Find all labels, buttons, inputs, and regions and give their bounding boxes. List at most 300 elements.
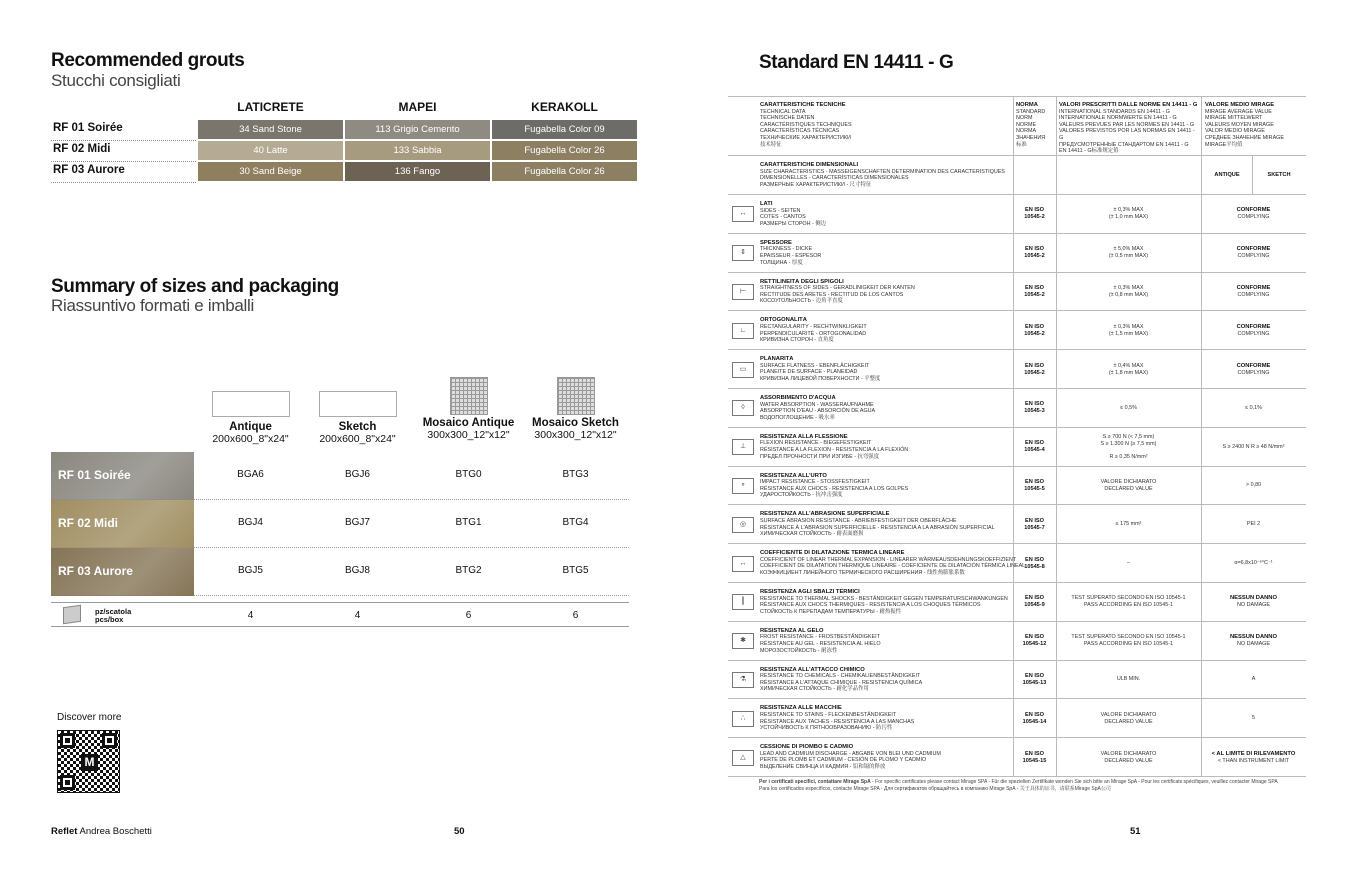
pieces-per-box: 6 <box>465 610 472 621</box>
spec-line: ВОДОПОГЛОЩЕНИЕ - 吸水率 <box>760 414 835 421</box>
spec-description <box>760 705 1040 731</box>
header-line: 标准 <box>1016 141 1027 148</box>
spec-mirage-value <box>1201 444 1306 451</box>
spec-prescribed <box>1056 207 1201 221</box>
box-label <box>95 608 131 624</box>
spec-line: ХИМИЧЕСКАЯ СТОЙКОСТЬ - 耐表面磨损 <box>760 531 864 538</box>
product-code: BTG4 <box>562 517 589 528</box>
dim-col-label: ANTIQUE <box>1214 172 1240 178</box>
header-line: VALOR MEDIO MIRAGE <box>1205 128 1265 135</box>
grout-row-label: RF 02 Midi <box>53 143 111 155</box>
dim-header-line: РАЗМЕРНЫЕ ХАРАКТЕРИСТИКИ - 尺寸特征 <box>760 181 872 188</box>
spec-description <box>760 589 1040 615</box>
spec-prescribed <box>1056 246 1201 260</box>
spec-description <box>760 550 1040 576</box>
product-code: BGJ7 <box>344 517 370 528</box>
header-line: TECHNICAL DATA <box>760 108 806 115</box>
product-name: Mosaico Sketch <box>532 417 619 429</box>
spec-norm: EN ISO 10545-14 <box>1022 711 1047 725</box>
prescribed-line: (± 1,8 mm MAX) <box>1108 369 1149 376</box>
grout-color-cell: 30 Sand Beige <box>198 162 343 181</box>
prescribed-line: (± 0,8 mm MAX) <box>1108 291 1149 298</box>
header-line: MIRAGE AVERAGE VALUE <box>1205 108 1272 115</box>
prescribed-line: ULB MIN. <box>1116 676 1141 683</box>
spec-mirage-value <box>1201 521 1306 528</box>
pieces-per-box: 4 <box>247 610 254 621</box>
header-line: 技术特征 <box>760 141 782 148</box>
product-code: BGJ8 <box>344 565 370 576</box>
header-line: VALORE MEDIO MIRAGE <box>1205 102 1275 108</box>
pack-row <box>51 452 629 500</box>
spec-mirage-value <box>1201 482 1306 489</box>
pack-row <box>51 548 629 596</box>
spec-line: КРИВИЗНА СТОРОН - 直角度 <box>760 337 834 344</box>
grout-color-cell: 34 Sand Stone <box>198 120 343 139</box>
header-col4 <box>1205 102 1305 148</box>
row-divider <box>51 182 196 183</box>
spec-line: RÉSISTANCE A L'ATTAQUE CHIMIQUE - RESISTENCIA QUÍMICA <box>760 679 923 686</box>
spec-line: PLANEITE DE SURFACE - PLANEIDAD <box>760 369 858 376</box>
spec-norm: EN ISO 10545-12 <box>1022 634 1047 648</box>
pack-row-label: RF 02 Midi <box>58 516 119 530</box>
prescribed-line: ± 0,4% MAX <box>1113 362 1144 369</box>
column-divider <box>1013 97 1014 155</box>
spec-mirage-value <box>1201 207 1306 221</box>
box-label-it: pz/scatola <box>95 607 132 616</box>
spec-norm: EN ISO 10545-2 <box>1024 323 1045 337</box>
product-code: BGA6 <box>237 469 264 480</box>
expansion-icon: ↔ <box>732 556 754 572</box>
dim-col-label: SKETCH <box>1267 172 1291 178</box>
product-code: BTG3 <box>562 469 589 480</box>
spec-line: RÉSISTANCE AUX CHOCS - RESISTENCIA A LOS GOLPES <box>760 485 909 492</box>
header-line: VALEURS PREVUES PAR LES NORMES EN 14411 - G <box>1059 121 1195 128</box>
spec-row <box>728 350 1306 389</box>
spec-norm: EN ISO 10545-2 <box>1024 284 1045 298</box>
prescribed-line: ≤ 0,5% <box>1120 404 1137 411</box>
spec-title: ASSORBIMENTO D'ACQUA <box>760 395 836 401</box>
header-line: NORMA <box>1016 128 1037 135</box>
spec-norm: EN ISO 10545-9 <box>1024 595 1045 609</box>
spec-line: STRAIGHTNESS OF SIDES - GERADLINIGKEIT DER KANTEN <box>760 285 915 292</box>
grouts-subtitle: Stucchi consigliati <box>51 71 181 90</box>
mirage-value-line: NESSUN DANNO <box>1229 595 1278 602</box>
prescribed-line: (± 0,5 mm MAX) <box>1108 253 1149 260</box>
header-line: VALORES PREVISTOS POR LAS NORMAS EN 14411 - G <box>1059 128 1195 141</box>
spec-description <box>760 628 1040 654</box>
page-number-right: 51 <box>1130 826 1141 837</box>
spec-mirage-value <box>1201 285 1306 299</box>
box-icon <box>63 605 81 625</box>
summary-title: Summary of sizes and packaging <box>51 276 339 297</box>
prescribed-line: DECLARED VALUE <box>1104 757 1153 764</box>
box-label-en: pcs/box <box>95 615 124 624</box>
spec-line: RESISTANCE TO STAINS - FLECKENBESTÄNDIGKEIT <box>760 711 897 718</box>
product-name: Sketch <box>338 421 377 433</box>
spec-line: WATER ABSORPTION - WASSERAUFNAHME <box>760 401 874 408</box>
prescribed-line: TEST SUPERATO SECONDO EN ISO 10545-1 <box>1071 634 1186 641</box>
color-swatch <box>51 452 194 500</box>
header-line: CARACTERÍSTICAS TÉCNICAS <box>760 128 840 135</box>
spec-row <box>728 273 1306 312</box>
product-header <box>523 377 628 441</box>
spec-row <box>728 234 1306 273</box>
mirage-value-line: < AL LIMITE DI RILEVAMENTO <box>1211 750 1296 757</box>
summary-subtitle: Riassuntivo formati e imballi <box>51 296 254 315</box>
header-line: VALORI PRESCRITTI DALLE NORME EN 14411 - G <box>1059 102 1198 108</box>
tile-format-icon <box>319 391 397 417</box>
product-size: 300x300_12"x12" <box>427 429 510 441</box>
product-code: BGJ5 <box>237 565 263 576</box>
spec-line: COEFFICIENT OF LINEAR THERMAL EXPANSION - LINEARER WÄRMEAUSDEHNUNGSKOEFFIZIENT <box>760 556 1017 563</box>
prescribed-line: ± 0,3% MAX <box>1113 323 1144 330</box>
spec-prescribed <box>1056 363 1201 377</box>
spec-mirage-value <box>1201 751 1306 765</box>
spec-description <box>760 667 1040 693</box>
spec-line: RÉSISTANCE AUX TACHES - RESISTENCIA A LAS MANCHAS <box>760 718 915 725</box>
column-divider <box>1056 97 1057 155</box>
note-text-2: Para los certificados específicos, contacte Mirage SPA - Для сертификатов обращайтесь в компанию Mirage SpA - 关于具体的证书，请联系Mirage SpA公司 <box>759 786 1111 792</box>
header-line: MIRAGE平均值 <box>1205 141 1243 148</box>
prescribed-line: ± 5,0% MAX <box>1113 246 1144 253</box>
spec-row <box>728 622 1306 661</box>
header-col1 <box>760 102 1010 148</box>
product-code: BGJ6 <box>344 469 370 480</box>
spec-line: EPAISSEUR - ESPESOR <box>760 252 822 259</box>
spec-norm: EN ISO 10545-8 <box>1024 556 1045 570</box>
product-header <box>198 391 303 445</box>
spec-line: RECTITUDE DES ARETES - RECTITUD DE LOS CANTOS <box>760 291 904 298</box>
mirage-value-line: NO DAMAGE <box>1237 641 1270 648</box>
spec-mirage-value <box>1201 560 1306 567</box>
spec-norm: EN ISO 10545-15 <box>1022 750 1047 764</box>
header-line: ЗНАЧЕНИЯ <box>1016 134 1046 141</box>
product-code: BTG1 <box>455 517 482 528</box>
spec-description <box>760 201 1040 227</box>
footer-brand: Reflet <box>51 826 78 837</box>
pack-row-label: RF 01 Soirée <box>58 468 131 482</box>
spec-prescribed <box>1056 751 1201 765</box>
column-divider <box>1056 156 1057 194</box>
prescribed-line: PASS ACCORDING EN ISO 10545-1 <box>1083 602 1174 609</box>
spec-norm: EN ISO 10545-2 <box>1024 362 1045 376</box>
grout-color-cell: Fugabella Color 09 <box>492 120 637 139</box>
spec-line: SURFACE ABRASION RESISTANCE - ABRIEBFESTIGKEIT DER OBERFLÄCHE <box>760 517 957 524</box>
spec-line: FROST RESISTANCE - FROSTBESTÄNDIGKEIT <box>760 634 880 641</box>
grout-color-cell: 113 Grigio Cemento <box>345 120 490 139</box>
header-line: ПРЕДУСМОТРЕННЫЕ СТАНДАРТОМ EN 14411 - G <box>1059 141 1189 148</box>
color-swatch <box>51 548 194 596</box>
spec-mirage-value <box>1201 715 1306 722</box>
spec-prescribed <box>1056 712 1201 726</box>
grout-brand-header: KERAKOLL <box>531 100 598 114</box>
spec-line: SURFACE FLATNESS - EBENFLÄCHIGKEIT <box>760 362 870 369</box>
spec-prescribed <box>1056 405 1201 412</box>
prescribed-line: (± 1,5 mm MAX) <box>1108 330 1149 337</box>
spec-line: ПРЕДЕЛ ПРОЧНОСТИ ПРИ ИЗГИБЕ - 抗弯强度 <box>760 453 880 460</box>
prescribed-line: TEST SUPERATO SECONDO EN ISO 10545-1 <box>1071 595 1186 602</box>
certificates-note <box>759 779 1299 793</box>
header-line: EN 14411 - G标准规定值 <box>1059 148 1119 155</box>
spec-title: PLANARITÀ <box>760 356 794 363</box>
product-size: 200x600_8"x24" <box>319 433 396 445</box>
note-text: - For specific certificates please contact Mirage SPA - Für die speziellen Zertifikate wenden Sie sich bitte an Mirage SpA - Pour les certificats spécifiques, veuillez contacter Mirage SPA <box>870 779 1278 785</box>
mirage-value-line: CONFORME <box>1236 207 1271 214</box>
spec-norm: EN ISO 10545-7 <box>1024 517 1045 531</box>
mirage-value-line: α=6,8x10⁻⁶°C⁻¹ <box>1234 560 1273 567</box>
prescribed-line: VALORE DICHIARATO <box>1100 711 1157 718</box>
grout-color-cell: Fugabella Color 26 <box>492 162 637 181</box>
header-line: STANDARD <box>1016 108 1046 115</box>
header-col3 <box>1059 102 1199 155</box>
spec-title: RESISTENZA AL GELO <box>760 627 824 634</box>
spec-line: КОСОУГОЛЬНОСТЬ - 边角平直度 <box>760 298 843 305</box>
qr-code[interactable] <box>57 730 120 793</box>
page-number-left: 50 <box>454 826 465 837</box>
thermometer-icon: ┃ <box>732 594 754 610</box>
grout-color-cell: 40 Latte <box>198 141 343 160</box>
spec-description <box>760 473 1040 499</box>
mirage-value-line: COMPLYING <box>1237 369 1270 376</box>
footer-credit <box>51 826 152 837</box>
sides-icon: ↔ <box>732 206 754 222</box>
spec-description <box>760 434 1040 460</box>
spec-prescribed <box>1056 634 1201 648</box>
spec-mirage-value <box>1201 634 1306 648</box>
spec-line: COTES - CANTOS <box>760 214 806 221</box>
product-size: 300x300_12"x12" <box>534 429 617 441</box>
spec-line: МОРОЗОСТОЙКОСТЬ - 耐冻性 <box>760 647 838 654</box>
spec-description <box>760 744 1040 770</box>
header-line: СРЕДНЕЕ ЗНАЧЕНИЕ MIRAGE <box>1205 134 1284 141</box>
spec-row <box>728 428 1306 467</box>
pieces-per-box: 4 <box>354 610 361 621</box>
mirage-value-line: A <box>1251 676 1256 683</box>
spec-line: RESISTANCE TO CHEMICALS - CHEMIKALIENBESTÄNDIGKEIT <box>760 673 921 680</box>
spec-row <box>728 583 1306 622</box>
spec-line: УДАРОСТОЙКОСТЬ - 抗冲击强度 <box>760 492 843 499</box>
header-line: CARACTÉRISTIQUES TECHNIQUES <box>760 121 852 128</box>
header-col2 <box>1016 102 1056 148</box>
spec-line: ХИМИЧЕСКАЯ СТОЙКОСТЬ - 耐化学品作用 <box>760 686 869 693</box>
dim-header-line: SIZE CHARACTERISTICS - MASSEIGENSCHAFTEN DETERMINATION DES CARACTERISTIQUES <box>760 168 1005 175</box>
spec-line: THICKNESS - DICKE <box>760 246 813 253</box>
mirage-value-line: CONFORME <box>1236 284 1271 291</box>
tile-format-icon <box>212 391 290 417</box>
spec-row <box>728 738 1306 777</box>
spec-row <box>728 195 1306 234</box>
spec-line: КРИВИЗНА ЛИЦЕВОЙ ПОВЕРХНОСТИ - 平整度 <box>760 375 881 382</box>
grout-row <box>51 141 631 162</box>
straightness-icon: ⊢ <box>732 284 754 300</box>
spec-description <box>760 317 1040 343</box>
spec-header-row <box>728 96 1306 156</box>
mirage-value-line: CONFORME <box>1236 323 1271 330</box>
spec-line: ABSORPTION D'EAU - ABSORCIÓN DE AGUA <box>760 408 876 415</box>
dimensional-header-row <box>728 156 1306 195</box>
spec-norm: EN ISO 10545-2 <box>1024 207 1045 221</box>
prescribed-line: S ≥ 700 N (< 7,5 mm) <box>1102 433 1155 440</box>
prescribed-line: ± 0,3% MAX <box>1113 207 1144 214</box>
product-size: 200x600_8"x24" <box>212 433 289 445</box>
spec-line: PERTE DE PLOMB ET CADMIUM - CESIÓN DE PLOMO Y CADMIO <box>760 757 927 764</box>
header-line: ТЕХНИЧЕСКИЕ ХАРАКТЕРИСТИКИ <box>760 134 851 141</box>
spec-description <box>760 240 1040 266</box>
header-line: CARATTERISTICHE TECNICHE <box>760 102 846 108</box>
prescribed-line: S ≥ 1.300 N (≥ 7,5 mm) <box>1100 440 1157 447</box>
grout-row-label: RF 03 Aurore <box>53 164 125 176</box>
grout-color-cell: Fugabella Color 26 <box>492 141 637 160</box>
grout-brand-header: LATICRETE <box>237 100 304 114</box>
spec-line: RESISTANCE TO THERMAL SHOCKS - BESTÄNDIGKEIT GEGEN TEMPERATURSCHWANKUNGEN <box>760 595 1008 602</box>
product-header <box>305 391 410 445</box>
chemical-icon: ⚗ <box>732 672 754 688</box>
prescribed-line: ± 0,3% MAX <box>1113 284 1144 291</box>
grouts-title: Recommended grouts <box>51 50 245 71</box>
spec-line: ВЫДЕЛЕНИЕ СВИНЦА И КАДМИЯ - 铅和镉的释放 <box>760 763 886 770</box>
lead-cadmium-icon: △ <box>732 750 754 766</box>
snowflake-icon: ✱ <box>732 633 754 649</box>
spec-line: SIDES - SEITEN <box>760 207 801 214</box>
mirage-value-line: 5 <box>1252 715 1255 722</box>
pack-row <box>51 500 629 548</box>
mirage-value-line: ≤ 0,1% <box>1245 404 1262 411</box>
prescribed-line: DECLARED VALUE <box>1104 718 1153 725</box>
spec-prescribed <box>1056 479 1201 493</box>
spec-line: IMPACT RESISTANCE - STOSSFESTIGKEIT <box>760 479 870 486</box>
mirage-value-line: > 0,80 <box>1245 482 1262 489</box>
spec-row <box>728 467 1306 506</box>
spec-title: LATI <box>760 201 773 207</box>
spec-title: RESISTENZA ALL'URTO <box>760 472 827 479</box>
column-divider <box>1252 156 1253 194</box>
spec-title: RESISTENZA AGLI SBALZI TERMICI <box>760 589 860 595</box>
prescribed-line: ≤ 175 mm³ <box>1115 521 1142 528</box>
spec-mirage-value <box>1201 324 1306 338</box>
spec-line: FLEXION RESISTANCE - BIEGEFESTIGKEIT <box>760 440 872 447</box>
grout-row <box>51 162 631 183</box>
impact-icon: ⚬ <box>732 478 754 494</box>
mirage-value-line: COMPLYING <box>1237 214 1270 221</box>
mirage-value-line: S ≥ 2400 N R ≥ 48 N/mm² <box>1222 443 1285 450</box>
grout-brand-header: MAPEI <box>398 100 437 114</box>
mirage-value-line: NESSUN DANNO <box>1229 634 1278 641</box>
discover-more-label: Discover more <box>57 712 122 723</box>
mirage-value-line: PEI 2 <box>1246 521 1261 528</box>
spec-title: RESISTENZA ALL'ATTACCO CHIMICO <box>760 666 865 673</box>
spec-mirage-value <box>1201 405 1306 412</box>
note-bold: Per i certificati specifici, contattare Mirage SpA <box>759 779 871 785</box>
footer-author: Andrea Boschetti <box>79 826 152 837</box>
box-row <box>51 602 629 627</box>
product-header <box>416 377 521 441</box>
spec-title: COEFFICIENTE DI DILATAZIONE TERMICA LINEARE <box>760 550 905 557</box>
spec-row <box>728 661 1306 700</box>
spec-description <box>760 395 1040 421</box>
prescribed-line: R ≥ 0,35 N/mm² <box>1109 453 1148 460</box>
spec-description <box>760 279 1040 305</box>
rectangularity-icon: ∟ <box>732 323 754 339</box>
mirage-value-line: COMPLYING <box>1237 253 1270 260</box>
stain-icon: ∴ <box>732 711 754 727</box>
spec-mirage-value <box>1201 246 1306 260</box>
spec-norm: EN ISO 10545-2 <box>1024 246 1045 260</box>
spec-row <box>728 389 1306 428</box>
mosaic-grid-icon <box>450 377 488 415</box>
mirage-value-line: CONFORME <box>1236 246 1271 253</box>
spec-row <box>728 544 1306 583</box>
dimensional-header-text <box>760 162 1040 188</box>
prescribed-line: PASS ACCORDING EN ISO 10545-1 <box>1083 641 1174 648</box>
spec-norm: EN ISO 10545-13 <box>1022 672 1047 686</box>
spec-prescribed <box>1056 560 1201 567</box>
header-line: TECHNISCHE DATEN <box>760 115 815 122</box>
spec-row <box>728 505 1306 544</box>
product-code: BTG2 <box>455 565 482 576</box>
flexion-icon: ⊥ <box>732 439 754 455</box>
header-line: NORM <box>1016 115 1033 122</box>
standard-title: Standard EN 14411 - G <box>759 52 954 73</box>
prescribed-line: – <box>1127 560 1130 567</box>
mirage-value-line: COMPLYING <box>1237 291 1270 298</box>
header-line: INTERNATIONAL STANDARDS EN 14411 - G <box>1059 108 1170 115</box>
spec-row <box>728 311 1306 350</box>
color-swatch <box>51 500 194 548</box>
spec-line: RÉSISTANCE A LA FLEXION - RESISTENCIA A LA FLEXIÓN <box>760 446 909 453</box>
spec-row <box>728 699 1306 738</box>
prescribed-line: (± 1,0 mm MAX) <box>1108 214 1149 221</box>
spec-norm: EN ISO 10545-3 <box>1024 401 1045 415</box>
spec-prescribed <box>1056 285 1201 299</box>
mirage-value-line: < THAN INSTRUMENT LIMIT <box>1217 757 1290 764</box>
prescribed-line: DECLARED VALUE <box>1104 485 1153 492</box>
pieces-per-box: 6 <box>572 610 579 621</box>
spec-line: СТОЙКОСТЬ К ПЕРЕПАДАМ ТЕМПЕРАТУРЫ - 耐热振性 <box>760 608 902 615</box>
mirage-value-line: NO DAMAGE <box>1237 602 1270 609</box>
spec-title: CESSIONE DI PIOMBO E CADMIO <box>760 744 854 751</box>
spec-line: RECTANGULARITY - RECHTWINKLIGKEIT <box>760 323 867 330</box>
spec-mirage-value <box>1201 595 1306 609</box>
spec-mirage-value <box>1201 676 1306 683</box>
grout-row <box>51 120 631 141</box>
spec-prescribed <box>1056 521 1201 528</box>
product-code: BTG5 <box>562 565 589 576</box>
spec-prescribed <box>1056 434 1201 461</box>
spec-title: SPESSORE <box>760 239 792 246</box>
spec-title: RESISTENZA ALLE MACCHIE <box>760 705 842 712</box>
mirage-logo-icon: M <box>81 754 98 771</box>
header-line: MIRAGE MITTELWERT <box>1205 115 1263 122</box>
column-divider <box>1201 97 1202 155</box>
grout-color-cell: 136 Fango <box>345 162 490 181</box>
dim-header-line: CARATTERISTICHE DIMENSIONALI <box>760 162 859 168</box>
spec-line: PERPENDICULARITÉ - ORTOGONALIDAD <box>760 330 867 337</box>
mirage-value-line: CONFORME <box>1236 362 1271 369</box>
spec-line: COEFFICIENT DE DILATATION THERMIQUE LINEAIRE - COEFICIENTE DE DILATACIÓN TÉRMICA LINEAL <box>760 563 1026 570</box>
spec-line: RÉSISTANCE AUX CHOCS THERMIQUES - RESISTENCIA A LOS CHOQUES TÉRMICOS <box>760 602 981 609</box>
water-drop-icon: ◊ <box>732 400 754 416</box>
spec-title: ORTOGONALITÀ <box>760 317 807 324</box>
header-line: NORMA <box>1016 102 1038 108</box>
mirage-value-line: COMPLYING <box>1237 330 1270 337</box>
spec-title: RESISTENZA ALL'ABRASIONE SUPERFICIALE <box>760 511 890 518</box>
spec-line: LEAD AND CADMIUM DISCHARGE - ABGABE VON BLEI UND CADMIUM <box>760 750 941 757</box>
grout-row-label: RF 01 Soirée <box>53 122 123 134</box>
spec-mirage-value <box>1201 363 1306 377</box>
spec-line: РАЗМЕРЫ СТОРОН - 侧边 <box>760 220 827 227</box>
spec-prescribed <box>1056 595 1201 609</box>
header-line: VALEURS MOYEN MIRAGE <box>1205 121 1274 128</box>
